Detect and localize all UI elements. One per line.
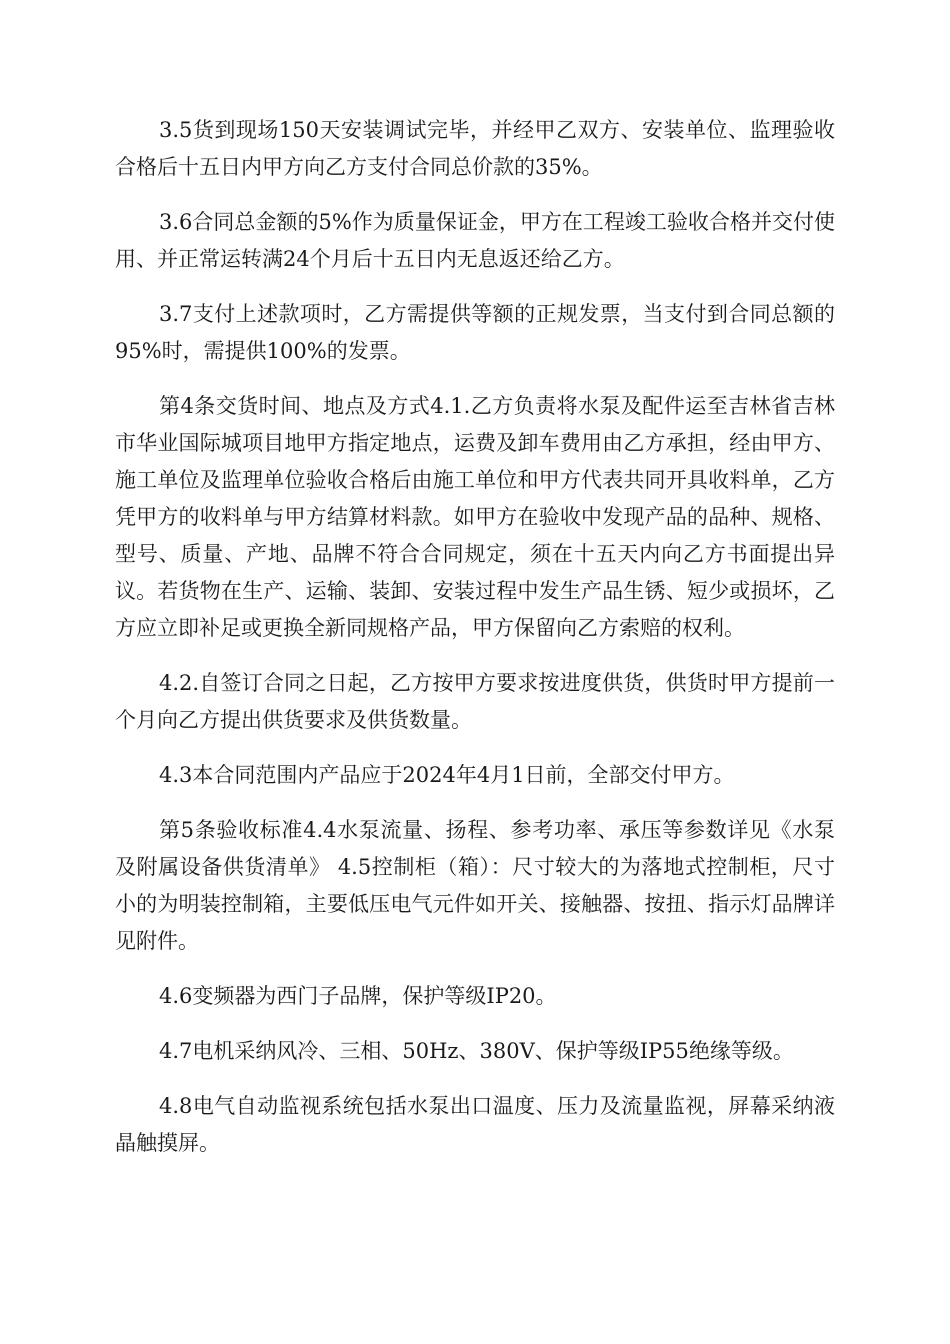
paragraph-4-3-delivery-deadline: 4.3本合同范围内产品应于2024年4月1日前，全部交付甲方。: [159, 763, 735, 787]
document-body: [115, 112, 835, 1162]
paragraph-4-8-monitoring: 4.8电气自动监视系统包括水泵出口温度、压力及流量监视，屏幕采纳液晶触摸屏。: [115, 1094, 835, 1155]
paragraph-4-7-motor: 4.7电机采纳风冷、三相、50Hz、380V、保护等级IP55绝缘等级。: [159, 1039, 794, 1063]
paragraph-article-4-delivery: 第4条交货时间、地点及方式4.1.乙方负责将水泵及配件运至吉林省吉林市华业国际城项目地甲方指定地点，运费及卸车费用由乙方承担，经由甲方、施工单位及监理单位验收合格后由施工单位和甲方代表共同开具收料单，乙方凭甲方的收料单与甲方结算材料款。如甲方在验收中发现产品的品种、规格、型号、质量、产地、品牌不符合合同规定，须在十五天内向乙方书面提出异议。若货物在生产、运输、装卸、安装过程中发生产品生锈、短少或损坏，乙方应立即补足或更换全新同规格产品，甲方保留向乙方索赔的权利。: [115, 394, 835, 640]
paragraph-article-5-acceptance: 第5条验收标准4.4水泵流量、扬程、参考功率、承压等参数详见《水泵及附属设备供货清单》 4.5控制柜（箱）：尺寸较大的为落地式控制柜，尺寸小的为明装控制箱，主要低压电气元件如开关、接触器、按扭、指示灯品牌详见附件。: [115, 818, 835, 953]
paragraph-3-7-invoice: 3.7支付上述款项时，乙方需提供等额的正规发票，当支付到合同总额的95%时，需提供100%的发票。: [115, 302, 835, 363]
paragraph-4-2-supply-schedule: 4.2.自签订合同之日起，乙方按甲方要求按进度供货，供货时甲方提前一个月向乙方提出供货要求及供货数量。: [115, 671, 835, 732]
paragraph-3-6-quality-deposit: 3.6合同总金额的5%作为质量保证金，甲方在工程竣工验收合格并交付使用、并正常运转满24个月后十五日内无息返还给乙方。: [115, 210, 835, 271]
paragraph-4-6-inverter: 4.6变频器为西门子品牌，保护等级IP20。: [159, 984, 557, 1008]
paragraph-3-5-delivery-installation: 3.5货到现场150天安装调试完毕，并经甲乙双方、安装单位、监理验收合格后十五日内甲方向乙方支付合同总价款的35%。: [115, 118, 835, 179]
